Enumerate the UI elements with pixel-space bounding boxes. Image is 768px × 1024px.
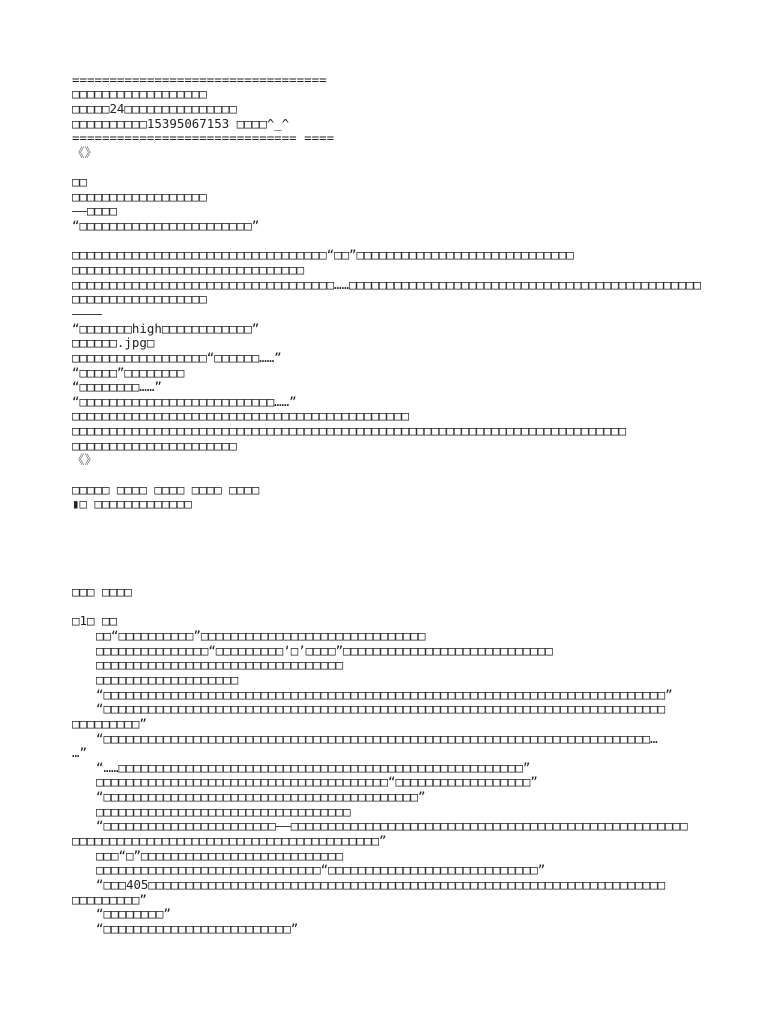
dash-rule: ————	[72, 305, 102, 321]
paragraph-line: □□□□□□□□□□□□□□□□□□□□□□□□□□□□□□□□□□	[96, 803, 351, 819]
text-line: □□□□□□□□□□□□□□□□□□□□□□□□□□□□□□□□□□□□□□□□□□□□□□□□□□□□□□□□□□□□□□□□□□□□□□□□□□	[72, 423, 627, 439]
separator-line: ==================================	[72, 71, 327, 87]
blank-line	[72, 541, 768, 556]
text-line: □□□□□□□□□□□□□□□□□□□□□□□□□□□□□□□□□□“□□”□□□□□□□□□□□□□□□□□□□□□□□□□□□□□	[72, 247, 574, 263]
paragraph-line: “□□□□□□□□□□□□□□□□□□□□□□□——□□□□□□□□□□□□□□□□□□□□□□□□□□□□□□□□□□□□□□□□□□□□□□□□□□□□□	[96, 818, 688, 834]
text-line: □□□□□□□□□□□□□□□□□□□□□□□□□□□□□□□□□□□□□□□□□□□□□	[72, 408, 409, 424]
paragraph-line: □□□□□□□□□□□□□□□□□□□□□□□□□□□□□□“□□□□□□□□□□□□□□□□□□□□□□□□□□□□”	[96, 862, 546, 878]
quote-line: “□□□□□□□□……”	[72, 379, 162, 395]
header-contact-line: □□□□□□□□□□15395067153 □□□□^_^	[72, 115, 290, 131]
paragraph-line: □□□□□□□□□□□□□□□□□□□	[96, 671, 239, 687]
paragraph-line: “□□□□□□□□□□□□□□□□□□□□□□□□□□□□□□□□□□□□□□□□□□□□□□□□□□□□□□□□□□□□□□□□□□□□□□□□□□□”	[96, 686, 673, 702]
blank-line	[72, 468, 768, 483]
section-heading: □1□ □□	[72, 613, 117, 629]
header-line: □□□□□□□□□□□□□□□□□□	[72, 86, 207, 102]
paragraph-line: □□□“□”□□□□□□□□□□□□□□□□□□□□□□□□□□□	[96, 847, 344, 863]
text-line: □□□□□□□□□□□□□□□□□□□□□□□□□□□□□□□	[72, 262, 305, 278]
text-line: □□□□□□.jpg□	[72, 335, 155, 351]
text-line: □□□□□□□□□□□□□□□□□□□□□□□□□□□□□□□□□□□……□□□□□□□□□□□□□□□□□□□□□□□□□□□□□□□□□□□□□□□□□□□□□□□	[72, 276, 701, 292]
blank-line	[72, 161, 768, 176]
blank-line	[72, 234, 768, 249]
paragraph-continuation: □□□□□□□□□”	[72, 891, 147, 907]
paragraph-line: “□□□□□□□□□□□□□□□□□□□□□□□□□”	[96, 920, 299, 936]
paragraph-line: □□□□□□□□□□□□□□□□□□□□□□□□□□□□□□□□□□□□□□□“□□□□□□□□□□□□□□□□□□”	[96, 774, 538, 790]
quote-line: “□□□□□□□□□□□□□□□□□□□□□□□□□□……”	[72, 393, 297, 409]
paragraph-line: □□“□□□□□□□□□□”□□□□□□□□□□□□□□□□□□□□□□□□□□□□□□	[96, 628, 426, 644]
chapter-heading: □□□ □□□□	[72, 584, 132, 600]
blank-line	[72, 556, 768, 571]
paragraph-line: “□□□405□□□□□□□□□□□□□□□□□□□□□□□□□□□□□□□□□□□□□□□□□□□□□□□□□□□□□□□□□□□□□□□□□□□□□	[96, 876, 666, 892]
blank-line	[72, 527, 768, 542]
text-line: □□□□□□□□□□□□□□□□□□	[72, 291, 207, 307]
text-line: □□□□□□□□□□□□□□□□□□	[72, 188, 207, 204]
header-line: □□□□□24□□□□□□□□□□□□□□□	[72, 100, 237, 116]
text-line: ——□□□□	[72, 203, 117, 219]
paragraph-line: “□□□□□□□□□□□□□□□□□□□□□□□□□□□□□□□□□□□□□□□□□□□□□□□□□□□□□□□□□□□□□□□□□□□□□□□□□…	[96, 730, 658, 746]
paragraph-line: “□□□□□□□□□□□□□□□□□□□□□□□□□□□□□□□□□□□□□□□□□□”	[96, 789, 426, 805]
paragraph-continuation: …”	[72, 745, 87, 761]
paragraph-line: “……□□□□□□□□□□□□□□□□□□□□□□□□□□□□□□□□□□□□□□□□□□□□□□□□□□□□□□”	[96, 759, 531, 775]
section-heading: □□	[72, 174, 87, 190]
quote-line: “□□□□□□□high□□□□□□□□□□□□”	[72, 320, 260, 336]
quote-line: “□□□□□”□□□□□□□□	[72, 364, 185, 380]
text-line: □□□□□□□□□□□□□□□□□□“□□□□□□……”	[72, 349, 282, 365]
title-brackets: 《》	[72, 144, 97, 160]
text-line: ▮□ □□□□□□□□□□□□□	[72, 496, 192, 512]
paragraph-line: □□□□□□□□□□□□□□□“□□□□□□□□□‘□’□□□□”□□□□□□□□□□□□□□□□□□□□□□□□□□□□	[96, 642, 553, 658]
text-line: □□□□□ □□□□ □□□□ □□□□ □□□□	[72, 481, 260, 497]
paragraph-line: “□□□□□□□□□□□□□□□□□□□□□□□□□□□□□□□□□□□□□□□□□□□□□□□□□□□□□□□□□□□□□□□□□□□□□□□□□□□	[96, 701, 666, 717]
paragraph-continuation: □□□□□□□□□”	[72, 715, 147, 731]
paragraph-line: “□□□□□□□□”	[96, 906, 171, 922]
title-brackets: 《》	[72, 452, 97, 468]
blank-line	[72, 600, 768, 615]
blank-line	[72, 512, 768, 527]
paragraph-line: □□□□□□□□□□□□□□□□□□□□□□□□□□□□□□□□□	[96, 657, 344, 673]
text-line: □□□□□□□□□□□□□□□□□□□□□□	[72, 437, 237, 453]
paragraph-continuation: □□□□□□□□□□□□□□□□□□□□□□□□□□□□□□□□□□□□□□□□□”	[72, 833, 387, 848]
quote-line: “□□□□□□□□□□□□□□□□□□□□□□□”	[72, 218, 260, 234]
separator-line: ============================== ====	[72, 130, 335, 146]
blank-line	[72, 570, 768, 585]
